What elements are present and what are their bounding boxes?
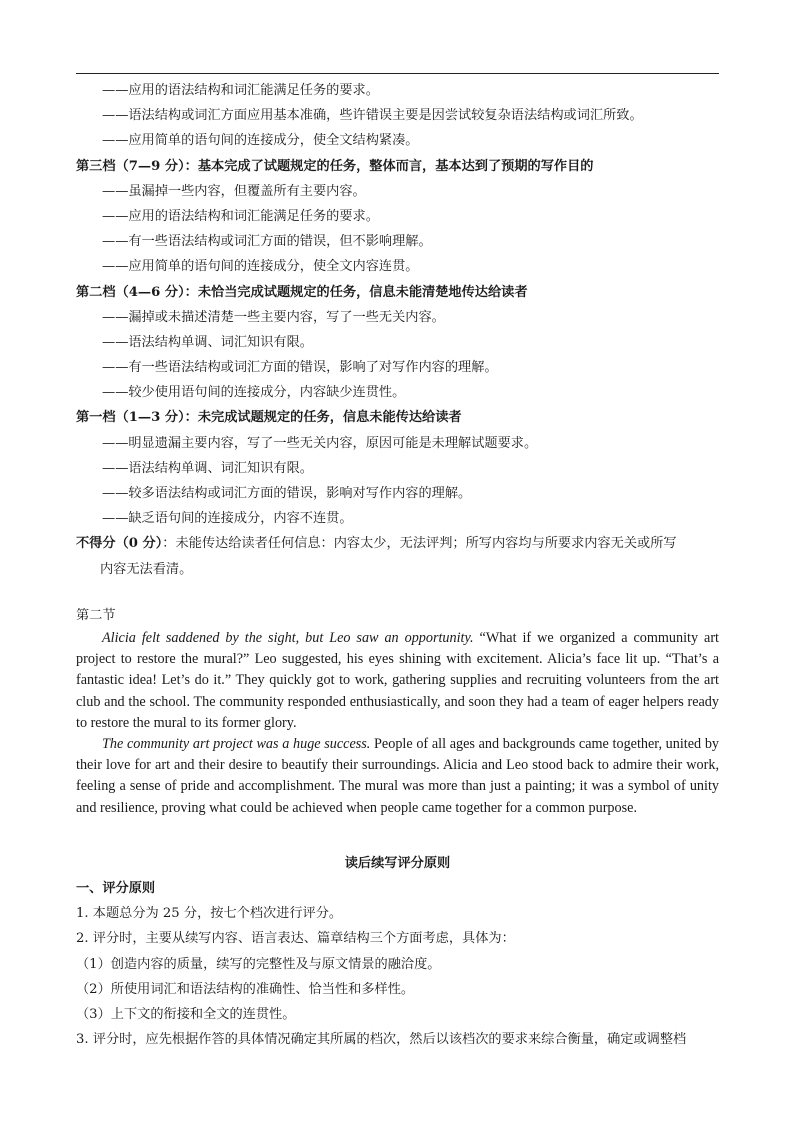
principle-line: （1）创造内容的质量，续写的完整性及与原文情景的融洽度。 [76,956,441,972]
continuation-paragraph-1 [76,628,719,734]
principle-line: 1. 本题总分为 25 分，按七个档次进行评分。 [76,906,343,922]
zero-score-line [76,531,719,556]
grade2-item: ——较少使用语句间的连接成分，内容缺少连贯性。 [102,385,406,401]
paragraph-2-body: People of all ages and backgrounds came together, united by their love for art and their desire to beautify their surroundings. Alicia and Leo stood back to admire their work, feeling a sense of pride and accomplishment. The mural was more than just a painting; it was a symbol of unity and resilience, proving what could be achieved when people came together for a common purpose. [76,735,720,816]
grade4-item: ——应用简单的语句间的连接成分，使全文结构紧凑。 [102,133,419,149]
principles-subheading: 一、评分原则 [76,880,156,896]
principle-line: 3. 评分时，应先根据作答的具体情况确定其所属的档次，然后以该档次的要求来综合衡量，确定或调整档 [76,1032,687,1048]
grade4-item: ——应用的语法结构和词汇能满足任务的要求。 [102,83,379,98]
grade2-item: ——漏掉或未描述清楚一些主要内容，写了一些无关内容。 [102,309,445,325]
principle-line: （3）上下文的衔接和全文的连贯性。 [76,1006,296,1022]
grade1-heading: 第一档（1—3 分）：未完成试题规定的任务，信息未能传达给读者 [76,410,462,426]
continuation-paragraph-2 [76,734,719,819]
section-heading: 第二节 [76,607,116,623]
document-body [76,78,719,1052]
grade4-item: ——语法结构或词汇方面应用基本准确，些许错误主要是因尝试较复杂语法结构或词汇所致。 [102,108,643,124]
paragraph-2-opening: The community art project was a huge success. [102,735,371,752]
paragraph-1-opening: Alicia felt saddened by the sight, but Leo saw an opportunity. [102,629,474,646]
paragraph-1-body: “What if we organized a community art project to restore the mural?” Leo suggested, his eyes shining with excitement. Alicia’s face lit up. “That’s a fantastic idea! Let’s do it.” They quickly got to work, gathering supplies and recruiting volunteers from the art club and the school. The community responded enthusiastically, and soon they had a team of eager helpers ready to restore the mural to its former glory. [76,629,719,731]
header-rule [76,73,719,74]
zero-score-text: ：未能传达给读者任何信息：内容太少，无法评判；所写内容均与所要求内容无关或所写 [162,536,677,552]
grade3-item: ——虽漏掉一些内容，但覆盖所有主要内容。 [102,183,366,199]
grade3-item: ——应用的语法结构和词汇能满足任务的要求。 [102,208,379,224]
principle-line: （2）所使用词汇和语法结构的准确性、恰当性和多样性。 [76,981,415,997]
grade3-item: ——应用简单的语句间的连接成分，使全文内容连贯。 [102,259,419,275]
grade3-heading: 第三档（7—9 分）：基本完成了试题规定的任务，整体而言，基本达到了预期的写作目的 [76,158,594,174]
grade1-item: ——语法结构单调、词汇知识有限。 [102,460,313,476]
zero-score-continuation: 内容无法看清。 [100,561,193,577]
grade2-item: ——语法结构单调、词汇知识有限。 [102,334,313,350]
grade1-item: ——缺乏语句间的连接成分，内容不连贯。 [102,511,353,527]
principles-title: 读后续写评分原则 [344,855,451,871]
grade1-item: ——较多语法结构或词汇方面的错误，影响对写作内容的理解。 [102,486,472,501]
zero-score-label: 不得分（0 分） [76,536,163,552]
grade2-heading: 第二档（4—6 分）：未恰当完成试题规定的任务，信息未能清楚地传达给读者 [76,284,528,300]
grade2-item: ——有一些语法结构或词汇方面的错误，影响了对写作内容的理解。 [102,360,498,376]
principle-line: 2. 评分时，主要从续写内容、语言表达、篇章结构三个方面考虑，具体为： [76,931,515,947]
grade1-item: ——明显遗漏主要内容，写了一些无关内容，原因可能是未理解试题要求。 [102,435,538,451]
grade3-item: ——有一些语法结构或词汇方面的错误，但不影响理解。 [102,234,432,250]
